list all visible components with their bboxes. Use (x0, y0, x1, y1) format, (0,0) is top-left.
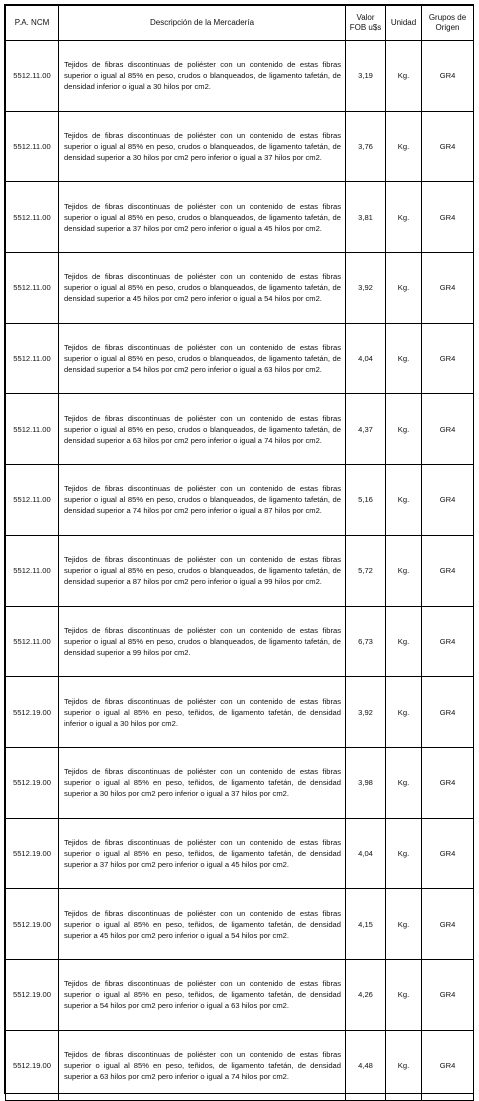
header-row (6, 6, 474, 41)
grupo-cell: GR4 (422, 606, 474, 677)
ncm-cell: 5512.19.00 (6, 747, 59, 818)
table-row (6, 111, 474, 182)
ncm-cell: 5512.19.00 (6, 1030, 59, 1101)
grupo-cell: GR4 (422, 465, 474, 536)
header-ncm: P.A. NCM (6, 6, 59, 41)
description-cell: Tejidos de fibras discontinuas de poliéster con un contenido de estas fibras superior o igual al 85% en peso, crudos o blanqueados, de ligamento tafetán, de densidad superior a 87 hilos por cm2 pero inferior o igual a 99 hilos por cm2. (59, 535, 346, 606)
grupo-cell: GR4 (422, 889, 474, 960)
valor-cell: 4,15 (346, 889, 386, 960)
valor-cell: 5,72 (346, 535, 386, 606)
unidad-cell: Kg. (386, 747, 422, 818)
unidad-cell: Kg. (386, 253, 422, 324)
valor-cell: 3,92 (346, 677, 386, 748)
description-cell: Tejidos de fibras discontinuas de poliéster con un contenido de estas fibras superior o igual al 85% en peso, crudos o blanqueados, de ligamento tafetán, de densidad superior a 74 hilos por cm2 pero inferior o igual a 87 hilos por cm2. (59, 465, 346, 536)
unidad-cell: Kg. (386, 182, 422, 253)
description-cell: Tejidos de fibras discontinuas de poliéster con un contenido de estas fibras superior o igual al 85% en peso, teñidos, de ligamento tafetán, de densidad superior a 63 hilos por cm2 pero inferior o igual a 74 hilos por cm2. (59, 1030, 346, 1101)
header-grupos-line-2: Origen (435, 23, 460, 32)
description-cell: Tejidos de fibras discontinuas de poliéster con un contenido de estas fibras superior o igual al 85% en peso, crudos o blanqueados, de ligamento tafetán, de densidad superior a 37 hilos por cm2 pero inferior o igual a 45 hilos por cm2. (59, 182, 346, 253)
valor-cell: 3,98 (346, 747, 386, 818)
table-row (6, 959, 474, 1030)
header-grupos (422, 6, 474, 41)
unidad-cell: Kg. (386, 1030, 422, 1101)
header-description: Descripción de la Mercadería (59, 6, 346, 41)
header-grupos-line-1: Grupos de (428, 13, 467, 22)
ncm-cell: 5512.11.00 (6, 253, 59, 324)
ncm-cell: 5512.19.00 (6, 959, 59, 1030)
description-cell: Tejidos de fibras discontinuas de poliéster con un contenido de estas fibras superior o igual al 85% en peso, crudos o blanqueados, de ligamento tafetán, de densidad superior a 54 hilos por cm2 pero inferior o igual a 63 hilos por cm2. (59, 323, 346, 394)
table-row (6, 747, 474, 818)
valor-cell: 4,48 (346, 1030, 386, 1101)
unidad-cell: Kg. (386, 465, 422, 536)
ncm-cell: 5512.11.00 (6, 323, 59, 394)
header-valor (346, 6, 386, 41)
merchandise-table (5, 5, 474, 1101)
grupo-cell: GR4 (422, 535, 474, 606)
ncm-cell: 5512.11.00 (6, 41, 59, 112)
valor-cell: 4,04 (346, 818, 386, 889)
header-valor-line-1: Valor (356, 13, 375, 22)
ncm-cell: 5512.11.00 (6, 535, 59, 606)
ncm-cell: 5512.19.00 (6, 677, 59, 748)
table-row (6, 677, 474, 748)
header-valor-line-2: FOB u$s (349, 23, 382, 32)
grupo-cell: GR4 (422, 747, 474, 818)
table-row (6, 818, 474, 889)
grupo-cell: GR4 (422, 111, 474, 182)
unidad-cell: Kg. (386, 677, 422, 748)
table-row (6, 41, 474, 112)
grupo-cell: GR4 (422, 253, 474, 324)
grupo-cell: GR4 (422, 677, 474, 748)
description-cell: Tejidos de fibras discontinuas de poliéster con un contenido de estas fibras superior o igual al 85% en peso, crudos o blanqueados, de ligamento tafetán, de densidad superior a 99 hilos por cm2. (59, 606, 346, 677)
table-row (6, 323, 474, 394)
description-cell: Tejidos de fibras discontinuas de poliéster con un contenido de estas fibras superior o igual al 85% en peso, crudos o blanqueados, de ligamento tafetán, de densidad superior a 30 hilos por cm2 pero inferior o igual a 37 hilos por cm2. (59, 111, 346, 182)
description-cell: Tejidos de fibras discontinuas de poliéster con un contenido de estas fibras superior o igual al 85% en peso, teñidos, de ligamento tafetán, de densidad superior a 30 hilos por cm2 pero inferior o igual a 37 hilos por cm2. (59, 747, 346, 818)
tariff-document (4, 4, 474, 1094)
ncm-cell: 5512.11.00 (6, 465, 59, 536)
grupo-cell: GR4 (422, 41, 474, 112)
ncm-cell: 5512.19.00 (6, 818, 59, 889)
table-row (6, 535, 474, 606)
table-row (6, 182, 474, 253)
unidad-cell: Kg. (386, 394, 422, 465)
ncm-cell: 5512.11.00 (6, 394, 59, 465)
unidad-cell: Kg. (386, 111, 422, 182)
description-cell: Tejidos de fibras discontinuas de poliéster con un contenido de estas fibras superior o igual al 85% en peso, crudos o blanqueados, de ligamento tafetán, de densidad superior a 63 hilos por cm2 pero inferior o igual a 74 hilos por cm2. (59, 394, 346, 465)
valor-cell: 6,73 (346, 606, 386, 677)
grupo-cell: GR4 (422, 818, 474, 889)
unidad-cell: Kg. (386, 959, 422, 1030)
table-body (6, 41, 474, 1101)
grupo-cell: GR4 (422, 182, 474, 253)
valor-cell: 4,04 (346, 323, 386, 394)
valor-cell: 4,26 (346, 959, 386, 1030)
header-unidad: Unidad (386, 6, 422, 41)
table-row (6, 1030, 474, 1101)
table-row (6, 465, 474, 536)
description-cell: Tejidos de fibras discontinuas de poliéster con un contenido de estas fibras superior o igual al 85% en peso, teñidos, de ligamento tafetán, de densidad superior a 54 hilos por cm2 pero inferior o igual a 63 hilos por cm2. (59, 959, 346, 1030)
description-cell: Tejidos de fibras discontinuas de poliéster con un contenido de estas fibras superior o igual al 85% en peso, teñidos, de ligamento tafetán, de densidad inferior o igual a 30 hilos por cm2. (59, 677, 346, 748)
description-cell: Tejidos de fibras discontinuas de poliéster con un contenido de estas fibras superior o igual al 85% en peso, teñidos, de ligamento tafetán, de densidad superior a 37 hilos por cm2 pero inferior o igual a 45 hilos por cm2. (59, 818, 346, 889)
description-cell: Tejidos de fibras discontinuas de poliéster con un contenido de estas fibras superior o igual al 85% en peso, teñidos, de ligamento tafetán, de densidad superior a 45 hilos por cm2 pero inferior o igual a 54 hilos por cm2. (59, 889, 346, 960)
table-row (6, 606, 474, 677)
description-cell: Tejidos de fibras discontinuas de poliéster con un contenido de estas fibras superior o igual al 85% en peso, crudos o blanqueados, de ligamento tafetán, de densidad inferior o igual a 30 hilos por cm2. (59, 41, 346, 112)
unidad-cell: Kg. (386, 606, 422, 677)
valor-cell: 3,19 (346, 41, 386, 112)
ncm-cell: 5512.11.00 (6, 606, 59, 677)
table-row (6, 889, 474, 960)
grupo-cell: GR4 (422, 394, 474, 465)
grupo-cell: GR4 (422, 323, 474, 394)
grupo-cell: GR4 (422, 959, 474, 1030)
unidad-cell: Kg. (386, 323, 422, 394)
unidad-cell: Kg. (386, 889, 422, 960)
unidad-cell: Kg. (386, 41, 422, 112)
table-row (6, 253, 474, 324)
ncm-cell: 5512.11.00 (6, 111, 59, 182)
valor-cell: 3,81 (346, 182, 386, 253)
valor-cell: 4,37 (346, 394, 386, 465)
ncm-cell: 5512.19.00 (6, 889, 59, 960)
valor-cell: 5,16 (346, 465, 386, 536)
table-row (6, 394, 474, 465)
ncm-cell: 5512.11.00 (6, 182, 59, 253)
unidad-cell: Kg. (386, 535, 422, 606)
valor-cell: 3,76 (346, 111, 386, 182)
unidad-cell: Kg. (386, 818, 422, 889)
description-cell: Tejidos de fibras discontinuas de poliéster con un contenido de estas fibras superior o igual al 85% en peso, crudos o blanqueados, de ligamento tafetán, de densidad superior a 45 hilos por cm2 pero inferior o igual a 54 hilos por cm2. (59, 253, 346, 324)
grupo-cell: GR4 (422, 1030, 474, 1101)
valor-cell: 3,92 (346, 253, 386, 324)
